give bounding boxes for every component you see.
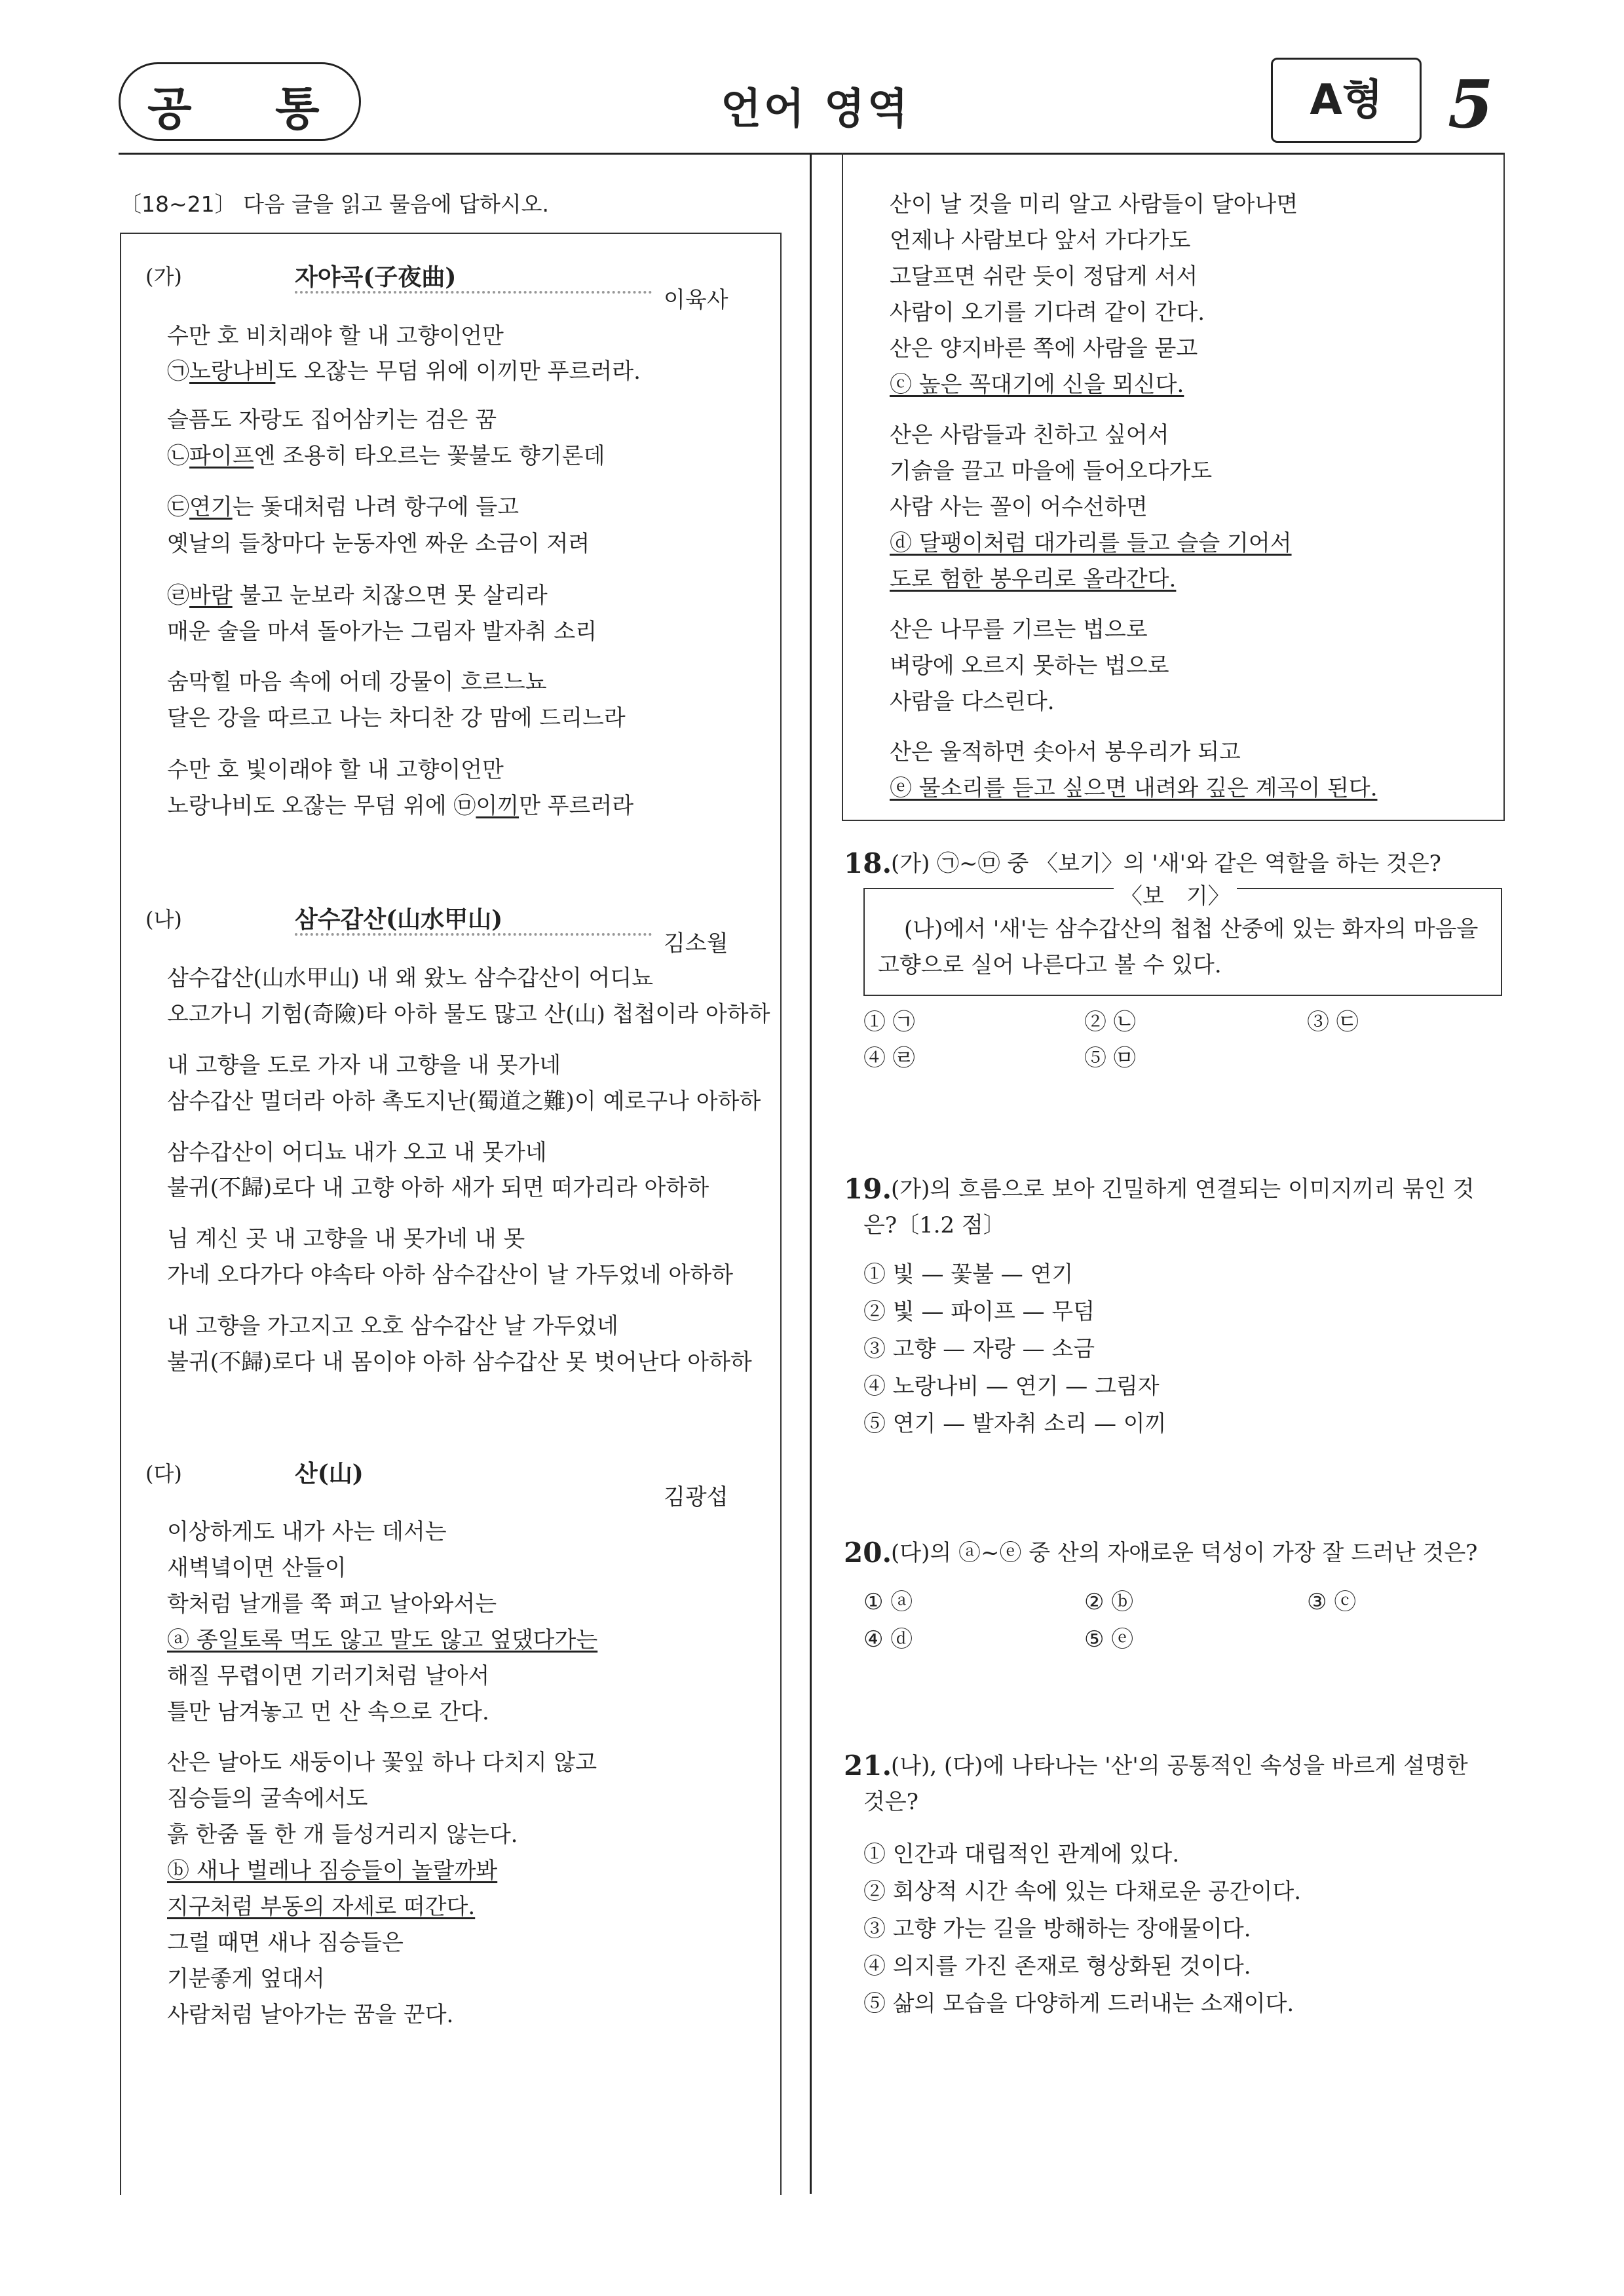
poem-ga-dotted-rule <box>295 288 652 294</box>
poem-line: 옛날의 들창마다 눈동자엔 짜운 소금이 저려 <box>167 531 590 557</box>
question-number-20: 20. <box>844 1537 892 1569</box>
poem-line: 사람을 다스린다. <box>890 689 1055 715</box>
poem-line: 틀만 남겨놓고 먼 산 속으로 간다. <box>167 1699 489 1725</box>
poem-ga-label: (가) <box>145 264 182 289</box>
poem-line: 수만 호 빛이래야 할 내 고향이언만 <box>167 757 504 783</box>
poem-line: 삼수갑산 멀더라 아하 촉도지난(蜀道之難)이 예로구나 아하하 <box>167 1088 761 1115</box>
poem-line: 불귀(不歸)로다 내 고향 아하 새가 되면 떠가리라 아하하 <box>167 1175 709 1201</box>
poem-line: 기슭을 끌고 마을에 들어오다가도 <box>890 458 1213 484</box>
poem-line: 달은 강을 따르고 나는 차디찬 강 맘에 드리느라 <box>167 705 626 731</box>
option-18-5[interactable]: ⑤ ㉤ <box>1084 1045 1136 1071</box>
bogi-text: 고향으로 실어 나른다고 볼 수 있다. <box>878 952 1222 978</box>
question-21-text: (나), (다)에 나타나는 '산'의 공통적인 속성을 바르게 설명한 <box>891 1753 1468 1779</box>
poem-line: 벼랑에 오르지 못하는 법으로 <box>890 653 1169 679</box>
mark-word: 파이프 <box>189 443 254 469</box>
option-20-5[interactable]: ⑤ ⓔ <box>1084 1626 1134 1653</box>
option-20-3[interactable]: ③ ⓒ <box>1307 1589 1357 1615</box>
poem-line: ㉢연기는 돛대처럼 나려 항구에 들고 <box>167 494 519 520</box>
mark-word: 이끼 <box>476 793 519 819</box>
mark-word: 연기 <box>189 494 233 520</box>
poem-line: 님 계신 곳 내 고향을 내 못가네 내 못 <box>167 1226 525 1252</box>
mark-3: ㉢ <box>167 494 189 520</box>
option-18-2[interactable]: ② ㉡ <box>1084 1009 1136 1035</box>
option-20-1[interactable]: ① ⓐ <box>863 1589 913 1615</box>
question-19-text-cont: 은?〔1.2 점〕 <box>863 1212 1006 1238</box>
instruction: 〔18∼21〕 다음 글을 읽고 물음에 답하시오. <box>120 191 549 217</box>
poem-line: 내 고향을 가고지고 오호 삼수갑산 날 가두었네 <box>167 1313 618 1339</box>
poem-line: 이상하게도 내가 사는 데서는 <box>167 1519 447 1545</box>
option-21-3[interactable]: ③ 고향 가는 길을 방해하는 장애물이다. <box>863 1916 1251 1942</box>
poem-line: 오고가니 기험(奇險)타 아하 물도 많고 산(山) 첩첩이라 아하하 <box>167 1001 770 1027</box>
option-19-1[interactable]: ① 빛 — 꽃불 — 연기 <box>863 1261 1074 1288</box>
poem-line: 삼수갑산(山水甲山) 내 왜 왔노 삼수갑산이 어디뇨 <box>167 965 654 991</box>
poem-line: 수만 호 비치래야 할 내 고향이언만 <box>167 323 504 349</box>
poem-line: ㉠노랑나비도 오잖는 무덤 위에 이끼만 푸르러라. <box>167 358 641 385</box>
section-badge-right: 통 <box>275 82 320 136</box>
option-21-5[interactable]: ⑤ 삶의 모습을 다양하게 드러내는 소재이다. <box>863 1991 1294 2017</box>
poem-line: 기분좋게 엎대서 <box>167 1966 325 1992</box>
mark-5: ㉤ <box>453 793 476 819</box>
poem-da-title: 산(山) <box>295 1460 364 1487</box>
mark-word: 바람 <box>189 583 233 609</box>
poem-line-marked-c: ⓒ 높은 꼭대기에 신을 뫼신다. <box>890 372 1184 398</box>
poem-na-title: 삼수갑산(山水甲山) <box>295 906 503 933</box>
question-number-21: 21. <box>844 1750 892 1782</box>
poem-line-marked-e: ⓔ 물소리를 듣고 싶으면 내려와 깊은 계곡이 된다. <box>890 775 1378 801</box>
question-20-text: (다)의 ⓐ~ⓔ 중 산의 자애로운 덕성이 가장 잘 드러난 것은? <box>891 1540 1478 1566</box>
poem-line: 산은 사람들과 친하고 싶어서 <box>890 422 1169 448</box>
poem-line: 노랑나비도 오잖는 무덤 위에 ㉤이끼만 푸르러라 <box>167 793 634 819</box>
poem-da-author: 김광섭 <box>664 1484 728 1510</box>
option-21-2[interactable]: ② 회상적 시간 속에 있는 다채로운 공간이다. <box>863 1879 1301 1905</box>
page-number: 5 <box>1448 66 1494 143</box>
poem-line-marked-a: ⓐ 종일토록 먹도 않고 말도 않고 엎댔다가는 <box>167 1627 598 1653</box>
option-19-2[interactable]: ② 빛 — 파이프 — 무덤 <box>863 1299 1095 1325</box>
poem-line-marked-d-cont: 도로 험한 봉우리로 올라간다. <box>890 566 1177 592</box>
mark-4: ㉣ <box>167 583 189 609</box>
poem-line: ㉡파이프엔 조용히 타오르는 꽃불도 향기론데 <box>167 443 605 469</box>
option-18-3[interactable]: ③ ㉢ <box>1307 1009 1359 1035</box>
section-badge-left: 공 <box>147 82 192 136</box>
poem-line-marked-b: ⓑ 새나 벌레나 짐승들이 놀랄까봐 <box>167 1858 498 1884</box>
option-19-3[interactable]: ③ 고향 — 자랑 — 소금 <box>863 1336 1095 1362</box>
option-21-4[interactable]: ④ 의지를 가진 존재로 형상화된 것이다. <box>863 1953 1251 1980</box>
poem-line: 그럴 때면 새나 짐승들은 <box>167 1930 404 1956</box>
mark-1: ㉠ <box>167 358 189 385</box>
poem-line: 가네 오다가다 야속타 아하 삼수갑산이 날 가두었네 아하하 <box>167 1262 733 1288</box>
poem-line: 내 고향을 도로 가자 내 고향을 내 못가네 <box>167 1052 561 1079</box>
poem-ga-author: 이육사 <box>664 287 728 313</box>
poem-line: 사람처럼 날아가는 꿈을 꾼다. <box>167 2002 454 2028</box>
option-21-1[interactable]: ① 인간과 대립적인 관계에 있다. <box>863 1841 1180 1867</box>
mark-word: 노랑나비 <box>189 358 276 385</box>
question-21-text-cont: 것은? <box>863 1789 918 1815</box>
poem-line: 사람 사는 꼴이 어수선하면 <box>890 494 1148 520</box>
mark-2: ㉡ <box>167 443 189 469</box>
poem-line: 삼수갑산이 어디뇨 내가 오고 내 못가네 <box>167 1139 547 1166</box>
poem-line: 흙 한줌 돌 한 개 들성거리지 않는다. <box>167 1822 518 1848</box>
page-title: 언어 영역 <box>721 85 911 134</box>
question-19-text: (가)의 흐름으로 보아 긴밀하게 연결되는 이미지끼리 묶인 것 <box>891 1176 1475 1202</box>
bogi-text: (나)에서 '새'는 삼수갑산의 첩첩 산중에 있는 화자의 마음을 <box>904 916 1479 942</box>
poem-ga-title: 자야곡(子夜曲) <box>295 263 457 291</box>
poem-line-marked-d: ⓓ 달팽이처럼 대가리를 들고 슬슬 기어서 <box>890 530 1292 556</box>
poem-na-author: 김소월 <box>664 930 728 957</box>
option-20-4[interactable]: ④ ⓓ <box>863 1626 913 1653</box>
poem-line: 매운 술을 마셔 돌아가는 그림자 발자취 소리 <box>167 619 597 645</box>
exam-type-badge: A형 <box>1271 58 1422 143</box>
option-18-1[interactable]: ① ㉠ <box>863 1009 915 1035</box>
poem-line: 산은 양지바른 쪽에 사람을 묻고 <box>890 335 1198 362</box>
poem-line: 새벽녘이면 산들이 <box>167 1555 347 1581</box>
poem-line: 숨막힐 마음 속에 어데 강물이 흐르느뇨 <box>167 669 547 695</box>
poem-line: 불귀(不歸)로다 내 몸이야 아하 삼수갑산 못 벗어난다 아하하 <box>167 1349 752 1375</box>
poem-na-label: (나) <box>145 907 182 932</box>
poem-da-label: (다) <box>145 1461 182 1486</box>
poem-line: 언제나 사람보다 앞서 가다가도 <box>890 227 1191 254</box>
option-20-2[interactable]: ② ⓑ <box>1084 1589 1134 1615</box>
column-divider <box>810 153 812 2194</box>
question-number-18: 18. <box>844 847 892 879</box>
question-number-19: 19. <box>844 1173 892 1205</box>
poem-line: 산은 나무를 기르는 법으로 <box>890 617 1148 643</box>
poem-line: 산은 울적하면 솟아서 봉우리가 되고 <box>890 739 1241 765</box>
poem-line: 해질 무렵이면 기러기처럼 날아서 <box>167 1663 490 1689</box>
poem-line: 산이 날 것을 미리 알고 사람들이 달아나면 <box>890 191 1298 218</box>
poem-line: 산은 날아도 새둥이나 꽃잎 하나 다치지 않고 <box>167 1750 597 1776</box>
poem-line: 슬픔도 자랑도 집어삼키는 검은 꿈 <box>167 407 497 433</box>
poem-line-marked-b-cont: 지구처럼 부동의 자세로 떠간다. <box>167 1894 476 1920</box>
option-19-5[interactable]: ⑤ 연기 — 발자취 소리 — 이끼 <box>863 1411 1167 1437</box>
option-19-4[interactable]: ④ 노랑나비 — 연기 — 그림자 <box>863 1373 1160 1400</box>
poem-line: ㉣바람 불고 눈보라 치잖으면 못 살리라 <box>167 583 548 609</box>
poem-line: 짐승들의 굴속에서도 <box>167 1786 368 1812</box>
poem-line: 학처럼 날개를 쭉 펴고 날아와서는 <box>167 1591 497 1617</box>
option-18-4[interactable]: ④ ㉣ <box>863 1045 915 1071</box>
bogi-title: 〈보 기〉 <box>1114 878 1237 910</box>
poem-line: 고달프면 쉬란 듯이 정답게 서서 <box>890 263 1198 290</box>
question-18-text: (가) ㉠~㉤ 중 〈보기〉의 '새'와 같은 역할을 하는 것은? <box>891 851 1441 877</box>
poem-line: 사람이 오기를 기다려 같이 간다. <box>890 299 1205 326</box>
poem-na-dotted-rule <box>295 930 652 936</box>
